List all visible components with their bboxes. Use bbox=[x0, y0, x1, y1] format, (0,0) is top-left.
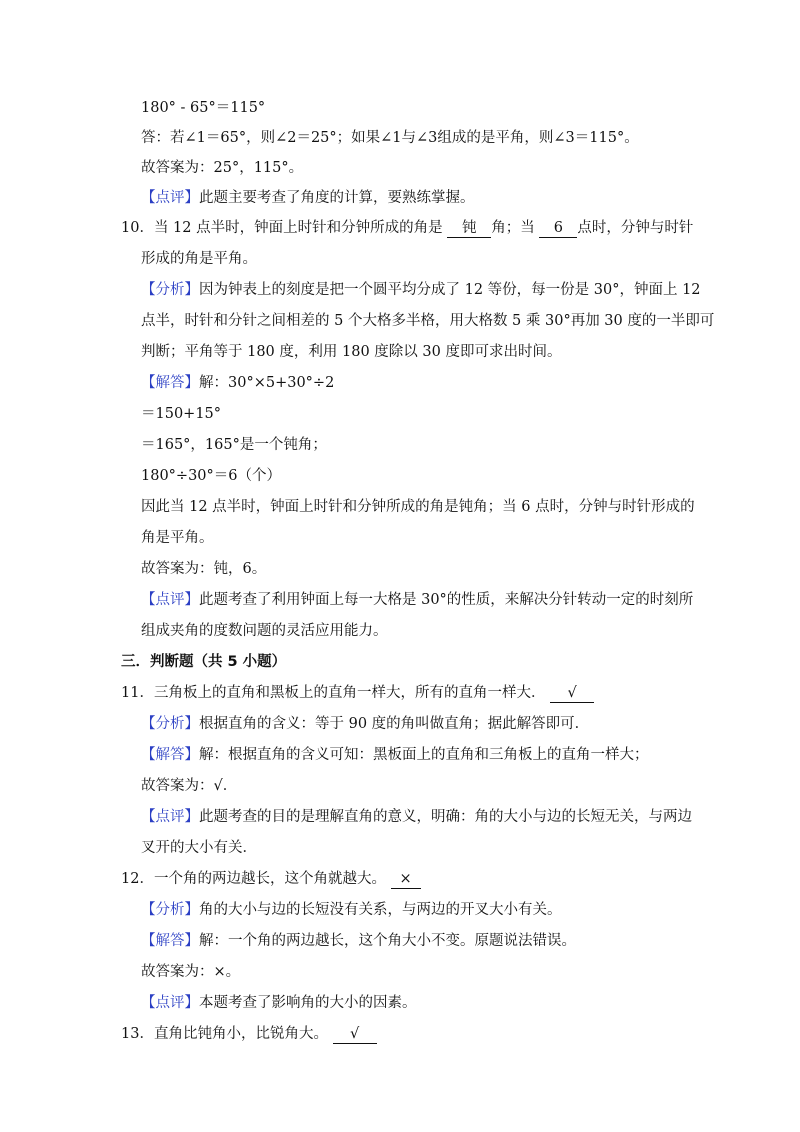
solution-step: ＝165°，165°是一个钝角； bbox=[141, 437, 327, 453]
calc-line: 180° - 65°＝115° bbox=[141, 100, 266, 116]
solution-tag: 【解答】 bbox=[141, 375, 199, 391]
answer-blank-2: 6 bbox=[539, 219, 577, 238]
answer-blank: √ bbox=[550, 684, 594, 703]
question-text: 点时，分钟与时针 bbox=[577, 220, 694, 236]
solution-text: 解：30°×5+30°÷2 bbox=[199, 375, 335, 391]
comment-tag: 【点评】 bbox=[141, 995, 199, 1011]
analysis-12 bbox=[141, 900, 562, 920]
analysis-11 bbox=[141, 714, 589, 734]
solution-step: 180°÷30°＝6（个） bbox=[141, 468, 282, 484]
analysis-text: 角的大小与边的长短没有关系，与两边的开叉大小有关。 bbox=[199, 902, 562, 918]
analysis-10 bbox=[141, 280, 701, 300]
question-text: 11．三角板上的直角和黑板上的直角一样大，所有的直角一样大． bbox=[121, 685, 546, 701]
solution-text: 解：一个角的两边越长，这个角大小不变。原题说法错误。 bbox=[199, 933, 576, 949]
analysis-tag: 【分析】 bbox=[141, 716, 199, 732]
question-10-cont: 形成的角是平角。 bbox=[141, 251, 257, 267]
comment-text: 此题主要考查了角度的计算，要熟练掌握。 bbox=[199, 190, 475, 206]
comment-11-line2: 叉开的大小有关． bbox=[141, 840, 257, 856]
solution-11 bbox=[141, 745, 649, 765]
solution-tag: 【解答】 bbox=[141, 933, 199, 949]
solution-tag: 【解答】 bbox=[141, 747, 199, 763]
question-11 bbox=[121, 683, 594, 703]
analysis-10-line3: 判断；平角等于 180 度，利用 180 度除以 30 度即可求出时间。 bbox=[141, 344, 562, 360]
comment-11 bbox=[141, 807, 692, 827]
answer-summary: 故答案为：钝，6。 bbox=[141, 561, 267, 577]
answer-summary: 故答案为：×。 bbox=[141, 964, 241, 980]
comment-12 bbox=[141, 993, 417, 1013]
comment-text: 此题考查了利用钟面上每一大格是 30°的性质，来解决分针转动一定的时刻所 bbox=[199, 592, 694, 608]
answer-line: 答：若∠1＝65°，则∠2＝25°；如果∠1与∠3组成的是平角，则∠3＝115°。 bbox=[141, 130, 639, 146]
answer-blank: √ bbox=[333, 1025, 377, 1044]
solution-step: 角是平角。 bbox=[141, 530, 214, 546]
answer-summary: 故答案为：√． bbox=[141, 778, 238, 794]
section-heading: 三．判断题（共 5 小题） bbox=[121, 654, 287, 670]
solution-step: 因此当 12 点半时，钟面上时针和分钟所成的角是钝角；当 6 点时，分钟与时针形成的 bbox=[141, 499, 695, 515]
comment-10 bbox=[141, 590, 693, 610]
analysis-10-line2: 点半，时针和分针之间相差的 5 个大格多半格，用大格数 5 乘 30°再加 30 度的一半即可 bbox=[141, 313, 715, 329]
analysis-text: 根据直角的含义：等于 90 度的角叫做直角；据此解答即可． bbox=[199, 716, 590, 732]
comment-text: 此题考查的目的是理解直角的意义，明确：角的大小与边的长短无关，与两边 bbox=[199, 809, 692, 825]
comment-tag: 【点评】 bbox=[141, 809, 199, 825]
analysis-tag: 【分析】 bbox=[141, 282, 199, 298]
question-13 bbox=[121, 1024, 377, 1044]
comment-tag: 【点评】 bbox=[141, 190, 199, 206]
comment-10-line2: 组成夹角的度数问题的灵活应用能力。 bbox=[141, 623, 388, 639]
question-text: 角；当 bbox=[491, 220, 535, 236]
solution-text: 解：根据直角的含义可知：黑板面上的直角和三角板上的直角一样大； bbox=[199, 747, 649, 763]
question-text: 13．直角比钝角小，比锐角大。 bbox=[121, 1026, 328, 1042]
question-text: 10．当 12 点半时，钟面上时针和分钟所成的角是 bbox=[121, 220, 443, 236]
comment-tag: 【点评】 bbox=[141, 592, 199, 608]
solution-12 bbox=[141, 931, 576, 951]
analysis-tag: 【分析】 bbox=[141, 902, 199, 918]
question-12 bbox=[121, 869, 421, 889]
answer-summary: 故答案为：25°，115°。 bbox=[141, 160, 304, 176]
analysis-text: 因为钟表上的刻度是把一个圆平均分成了 12 等份，每一份是 30°，钟面上 12 bbox=[199, 282, 701, 298]
answer-blank-1: 钝 bbox=[447, 219, 491, 238]
answer-blank: × bbox=[391, 870, 421, 889]
solution-step: ＝150+15° bbox=[141, 406, 222, 422]
question-text: 12．一个角的两边越长，这个角就越大。 bbox=[121, 871, 386, 887]
comment-line bbox=[141, 188, 475, 208]
question-10 bbox=[121, 218, 693, 238]
comment-text: 本题考查了影响角的大小的因素。 bbox=[199, 995, 417, 1011]
solution-10 bbox=[141, 373, 334, 393]
